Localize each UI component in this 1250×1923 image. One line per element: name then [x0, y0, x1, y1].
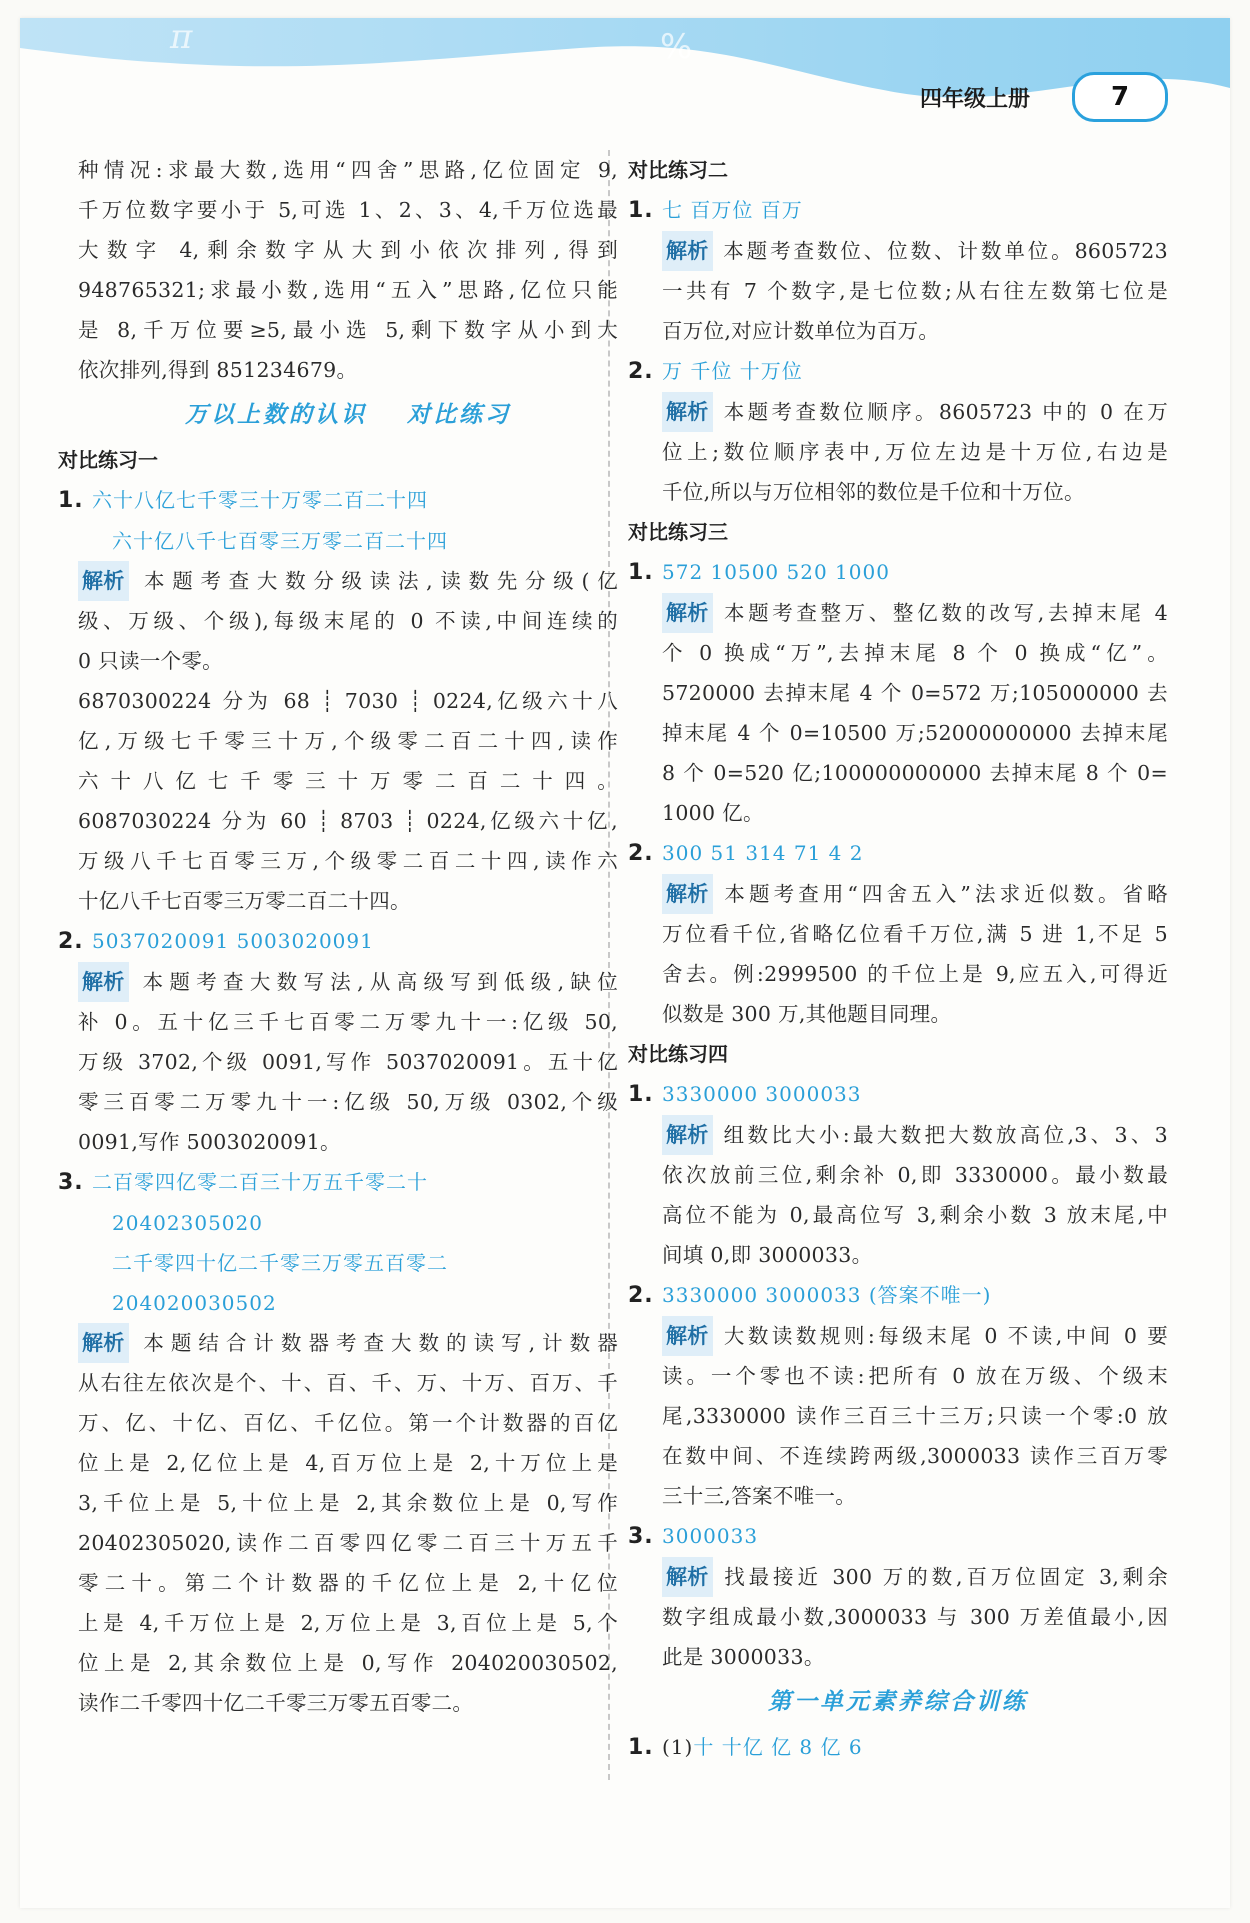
analysis-text: 本题考查整万、整亿数的改写,去掉末尾 4 — [720, 601, 1168, 625]
question-number: 1. — [628, 1082, 654, 1107]
intro-line: 依次排列,得到 851234679。 — [78, 358, 358, 382]
answer-line: 204020030502 — [112, 1291, 277, 1315]
analysis-line: 万、亿、十亿、百亿、千亿位。第一个计数器的百亿 — [78, 1411, 618, 1435]
answer-line — [58, 480, 618, 521]
analysis-line: 万位看千位,省略亿位看千万位,满 5 进 1,不足 5 — [662, 922, 1168, 946]
question-number: 1. — [58, 488, 84, 513]
answer-line — [628, 833, 1168, 874]
analysis-line: 位上是 2,其余数位上是 0,写作 204020030502, — [78, 1651, 618, 1675]
analysis-text: 找最接近 300 万的数,百万位固定 3,剩余 — [720, 1565, 1168, 1589]
grade-label: 四年级上册 — [919, 87, 1030, 112]
analysis-line — [628, 231, 1168, 271]
section-title-a: 万以上数的认识 — [185, 401, 367, 428]
analysis-line — [78, 561, 618, 601]
analysis-line: 六十八亿七千零三十万零二百二十四。 — [78, 769, 618, 793]
question-number: 2. — [628, 1283, 654, 1308]
answer-text: 六十八亿七千零三十万零二百二十四 — [92, 488, 428, 512]
answer-text: 二百零四亿零二百三十万五千零二十 — [92, 1170, 428, 1194]
answer-line: 20402305020 — [112, 1211, 263, 1235]
intro-line: 948765321;求最小数,选用“五入”思路,亿位只能 — [78, 278, 618, 302]
analysis-line: 个 0 换成“万”,去掉末尾 8 个 0 换成“亿”。 — [662, 641, 1168, 665]
analysis-line: 似数是 300 万,其他题目同理。 — [662, 1002, 952, 1026]
question-number: 1. — [628, 560, 654, 585]
analysis-line — [628, 1115, 1168, 1155]
analysis-text: 本题考查数位、位数、计数单位。8605723 — [720, 239, 1168, 263]
analysis-line — [628, 874, 1168, 914]
analysis-label: 解析 — [78, 1323, 129, 1363]
page-header — [20, 18, 1230, 128]
analysis-line: 百万位,对应计数单位为百万。 — [662, 319, 940, 343]
analysis-line: 舍去。例:2999500 的千位上是 9,应五入,可得近 — [662, 962, 1168, 986]
section-title — [78, 390, 618, 440]
analysis-line: 5720000 去掉末尾 4 个 0=572 万;105000000 去 — [662, 681, 1168, 705]
answer-line — [58, 921, 618, 962]
analysis-line: 此是 3000033。 — [662, 1645, 825, 1669]
analysis-label: 解析 — [662, 231, 713, 271]
question-number: 1. — [628, 198, 654, 223]
analysis-text: 本题考查数位顺序。8605723 中的 0 在万 — [720, 400, 1168, 424]
analysis-line: 尾,3330000 读作三百三十三万;只读一个零:0 放 — [662, 1404, 1168, 1428]
analysis-text: 组数比大小:最大数把大数放高位,3、3、3 — [720, 1123, 1168, 1147]
subheading: 对比练习一 — [58, 448, 158, 472]
percent-deco: % — [660, 27, 693, 67]
subheading: 对比练习四 — [628, 1042, 728, 1066]
page-number: 7 — [1110, 82, 1130, 112]
analysis-label: 解析 — [662, 1557, 713, 1597]
analysis-line: 掉末尾 4 个 0=10500 万;52000000000 去掉末尾 — [662, 721, 1168, 745]
analysis-line: 6087030224 分为 60 ┊ 8703 ┊ 0224,亿级六十亿, — [78, 809, 618, 833]
analysis-line: 3,千位上是 5,十位上是 2,其余数位上是 0,写作 — [78, 1491, 618, 1515]
analysis-line: 补 0。五十亿三千七百零二万零九十一:亿级 50, — [78, 1010, 618, 1034]
analysis-line: 万级八千七百零三万,个级零二百二十四,读作六 — [78, 849, 618, 873]
analysis-line — [78, 962, 618, 1002]
analysis-line — [628, 1557, 1168, 1597]
analysis-label: 解析 — [78, 561, 129, 601]
answer-text: 七 百万位 百万 — [662, 198, 803, 222]
analysis-line: 级、万级、个级),每级末尾的 0 不读,中间连续的 — [78, 609, 618, 633]
answer-line — [628, 190, 1168, 231]
answer-line — [628, 1516, 1168, 1557]
subheading: 对比练习三 — [628, 520, 728, 544]
analysis-line: 读。一个零也不读:把所有 0 放在万级、个级末 — [662, 1364, 1168, 1388]
analysis-line: 十亿八千七百零三万零二百二十四。 — [78, 889, 411, 913]
answer-text: 572 10500 520 1000 — [662, 560, 890, 584]
answer-text: 万 千位 十万位 — [662, 359, 803, 383]
header-wave — [20, 18, 1230, 128]
analysis-line: 零二十。第二个计数器的千亿位上是 2,十亿位 — [78, 1571, 618, 1595]
analysis-line: 从右往左依次是个、十、百、千、万、十万、百万、千 — [78, 1371, 618, 1395]
analysis-line: 千位,所以与万位相邻的数位是千位和十万位。 — [662, 480, 1085, 504]
analysis-line: 依次放前三位,剩余补 0,即 3330000。最小数最 — [662, 1163, 1168, 1187]
question-number: 3. — [58, 1170, 84, 1195]
analysis-label: 解析 — [662, 593, 713, 633]
analysis-text: 本题考查大数分级读法,读数先分级(亿 — [136, 569, 618, 593]
analysis-line: 位上是 2,亿位上是 4,百万位上是 2,十万位上是 — [78, 1451, 618, 1475]
answer-line: 六十亿八千七百零三万零二百二十四 — [112, 529, 448, 553]
answer-line — [628, 1275, 1168, 1316]
analysis-text: 本题结合计数器考查大数的读写,计数器 — [136, 1331, 618, 1355]
question-number: 2. — [628, 359, 654, 384]
analysis-line — [628, 392, 1168, 432]
analysis-line: 6870300224 分为 68 ┊ 7030 ┊ 0224,亿级六十八 — [78, 689, 618, 713]
analysis-text: 本题考查用“四舍五入”法求近似数。省略 — [720, 882, 1168, 906]
analysis-line: 亿,万级七千零三十万,个级零二百二十四,读作 — [78, 729, 618, 753]
analysis-label: 解析 — [662, 1115, 713, 1155]
analysis-label: 解析 — [662, 874, 713, 914]
analysis-line: 高位不能为 0,最高位写 3,剩余小数 3 放末尾,中 — [662, 1203, 1168, 1227]
analysis-line: 1000 亿。 — [662, 801, 764, 825]
analysis-line: 零三百零二万零九十一:亿级 50,万级 0302,个级 — [78, 1090, 618, 1114]
analysis-line: 一共有 7 个数字,是七位数;从右往左数第七位是 — [662, 279, 1168, 303]
analysis-line: 8 个 0=520 亿;100000000000 去掉末尾 8 个 0= — [662, 761, 1168, 785]
analysis-line: 0 只读一个零。 — [78, 649, 223, 673]
analysis-line — [78, 1323, 618, 1363]
answer-line — [628, 1727, 1168, 1768]
question-number: 1. — [628, 1735, 654, 1760]
subheading: 对比练习二 — [628, 158, 728, 182]
page-number-badge — [1072, 72, 1168, 122]
answer-line — [58, 1162, 618, 1203]
left-column — [58, 150, 618, 1723]
analysis-line: 上是 4,千万位上是 2,万位上是 3,百位上是 5,个 — [78, 1611, 618, 1635]
analysis-label: 解析 — [662, 392, 713, 432]
answer-line — [628, 552, 1168, 593]
pi-deco: π — [170, 18, 193, 57]
analysis-line — [628, 593, 1168, 633]
analysis-label: 解析 — [662, 1316, 713, 1356]
analysis-line: 位上;数位顺序表中,万位左边是十万位,右边是 — [662, 440, 1168, 464]
analysis-text: 大数读数规则:每级末尾 0 不读,中间 0 要 — [720, 1324, 1168, 1348]
intro-line: 大数字 4,剩余数字从大到小依次排列,得到 — [78, 238, 618, 262]
answer-line — [628, 1074, 1168, 1115]
intro-line: 千万位数字要小于 5,可选 1、2、3、4,千万位选最 — [78, 198, 618, 222]
analysis-text: 本题考查大数写法,从高级写到低级,缺位 — [136, 970, 618, 994]
question-number: 2. — [58, 929, 84, 954]
analysis-line: 0091,写作 5003020091。 — [78, 1130, 341, 1154]
analysis-line — [628, 1316, 1168, 1356]
question-number: 3. — [628, 1524, 654, 1549]
intro-line: 是 8,千万位要≥5,最小选 5,剩下数字从小到大 — [78, 318, 618, 342]
analysis-line: 万级 3702,个级 0091,写作 5037020091。五十亿 — [78, 1050, 618, 1074]
answer-text: 5037020091 5003020091 — [92, 929, 374, 953]
analysis-line: 间填 0,即 3000033。 — [662, 1243, 873, 1267]
answer-text: 300 51 314 71 4 2 — [662, 841, 864, 865]
analysis-line: 20402305020,读作二百零四亿零二百三十万五千 — [78, 1531, 618, 1555]
intro-line: 种情况:求最大数,选用“四舍”思路,亿位固定 9, — [78, 158, 618, 182]
answer-text: 3000033 — [662, 1524, 759, 1548]
analysis-label: 解析 — [78, 962, 129, 1002]
analysis-line: 数字组成最小数,3000033 与 300 万差值最小,因 — [662, 1605, 1168, 1629]
answer-line — [628, 351, 1168, 392]
right-column — [628, 150, 1168, 1768]
answer-line: 二千零四十亿二千零三万零五百零二 — [112, 1251, 448, 1275]
question-number: 2. — [628, 841, 654, 866]
analysis-line: 读作二千零四十亿二千零三万零五百零二。 — [78, 1691, 474, 1715]
section-title-b: 对比练习 — [407, 401, 511, 428]
section-title-unit: 第一单元素养综合训练 — [768, 1688, 1028, 1715]
answer-text: 3330000 3000033 (答案不唯一) — [662, 1283, 992, 1307]
answer-text: 3330000 3000033 — [662, 1082, 862, 1106]
sub-question-prefix: (1) — [662, 1735, 694, 1759]
analysis-line: 在数中间、不连续跨两级,3000033 读作三百万零 — [662, 1444, 1168, 1468]
answer-text: 十 十亿 亿 8 亿 6 — [693, 1735, 863, 1759]
analysis-line: 三十三,答案不唯一。 — [662, 1484, 857, 1508]
